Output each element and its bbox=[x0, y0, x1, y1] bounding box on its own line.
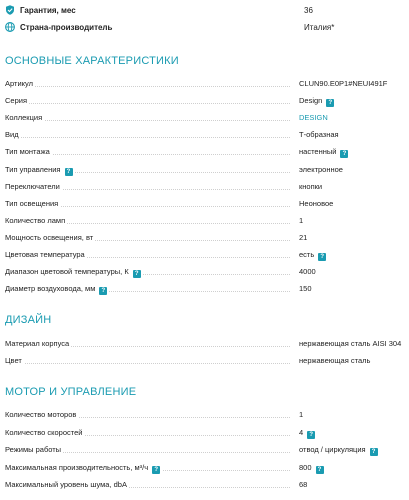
section-title-motor: МОТОР И УПРАВЛЕНИЕ bbox=[5, 386, 137, 398]
spec-row bbox=[5, 425, 405, 441]
spec-label-text: Коллекция bbox=[5, 113, 43, 123]
help-icon[interactable]: ? bbox=[340, 150, 348, 158]
spec-row bbox=[5, 110, 405, 126]
spec-label-text: Материал корпуса bbox=[5, 339, 70, 348]
spec-label bbox=[5, 233, 95, 242]
spec-value bbox=[299, 96, 334, 107]
country-row bbox=[5, 20, 405, 36]
spec-value bbox=[299, 216, 303, 225]
globe-icon bbox=[5, 22, 15, 32]
spec-value bbox=[299, 199, 333, 208]
spec-label bbox=[5, 182, 62, 191]
spec-row bbox=[5, 407, 405, 423]
section-title-main: ОСНОВНЫЕ ХАРАКТЕРИСТИКИ bbox=[5, 55, 179, 67]
spec-label-text: Максимальный уровень шума, dbA bbox=[5, 480, 127, 490]
spec-value bbox=[299, 79, 387, 88]
spec-label-text: Диаметр воздуховода, мм bbox=[5, 284, 96, 294]
spec-row bbox=[5, 179, 405, 195]
spec-value bbox=[299, 267, 316, 276]
spec-value-text: есть bbox=[299, 250, 315, 259]
spec-value-text: 1 bbox=[299, 410, 304, 419]
spec-value bbox=[299, 165, 343, 174]
warranty-row bbox=[5, 3, 405, 19]
spec-label bbox=[5, 165, 75, 176]
spec-value-text: DESIGN bbox=[299, 113, 328, 123]
spec-row bbox=[5, 196, 405, 212]
spec-value bbox=[299, 428, 315, 439]
spec-value bbox=[299, 356, 370, 365]
spec-value bbox=[299, 147, 348, 158]
spec-value-text: нержавеющая сталь bbox=[299, 356, 371, 365]
spec-row bbox=[5, 264, 405, 280]
spec-label bbox=[5, 79, 35, 88]
spec-value-text: кнопки bbox=[299, 181, 323, 191]
spec-row bbox=[5, 460, 405, 476]
spec-value bbox=[299, 182, 322, 191]
spec-value bbox=[299, 250, 326, 261]
spec-row bbox=[5, 76, 405, 92]
spec-label bbox=[5, 216, 67, 225]
spec-label bbox=[5, 130, 21, 139]
spec-value bbox=[299, 445, 378, 456]
spec-value-text: 150 bbox=[299, 284, 312, 294]
spec-value-text: 1 bbox=[299, 215, 304, 225]
spec-label-text: Тип освещения bbox=[5, 198, 59, 208]
spec-value-text: настенный bbox=[299, 147, 337, 157]
help-icon[interactable]: ? bbox=[326, 99, 334, 107]
spec-row bbox=[5, 127, 405, 143]
spec-value bbox=[299, 130, 339, 139]
spec-row bbox=[5, 336, 405, 352]
spec-label bbox=[5, 96, 29, 105]
spec-label bbox=[5, 445, 63, 454]
spec-row bbox=[5, 477, 405, 493]
spec-label-text: Артикул bbox=[5, 79, 33, 88]
spec-value-text: электронное bbox=[299, 164, 343, 174]
spec-label-text: Вид bbox=[5, 130, 19, 140]
spec-label-text: Цвет bbox=[5, 356, 22, 365]
spec-label-text: Тип управления bbox=[5, 164, 61, 174]
help-icon[interactable]: ? bbox=[307, 431, 315, 439]
help-icon[interactable]: ? bbox=[65, 168, 73, 176]
spec-row bbox=[5, 442, 405, 458]
spec-label-text: Мощность освещения, вт bbox=[5, 232, 94, 242]
spec-value bbox=[299, 463, 324, 474]
dotted-leader bbox=[5, 86, 290, 87]
spec-label bbox=[5, 356, 24, 365]
spec-label-text: Тип монтажа bbox=[5, 147, 50, 157]
spec-value-text: 800 bbox=[299, 462, 312, 472]
spec-row bbox=[5, 281, 405, 297]
spec-value-text: нержавеющая сталь AISI 304 bbox=[299, 339, 402, 348]
spec-label-text: Переключатели bbox=[5, 181, 60, 191]
dotted-leader bbox=[5, 137, 290, 138]
spec-label bbox=[5, 428, 84, 437]
spec-value bbox=[299, 233, 307, 242]
spec-label-text: Серия bbox=[5, 96, 28, 106]
section-title-design: ДИЗАЙН bbox=[5, 314, 52, 326]
spec-label bbox=[5, 199, 60, 208]
help-icon[interactable]: ? bbox=[152, 466, 160, 474]
spec-label-text: Диапазон цветовой температуры, К bbox=[5, 267, 129, 277]
spec-label-text: Количество скоростей bbox=[5, 427, 83, 437]
spec-value-text: 4 bbox=[299, 427, 304, 437]
warranty-value: 36 bbox=[304, 6, 313, 15]
help-icon[interactable]: ? bbox=[318, 253, 326, 261]
spec-value bbox=[299, 480, 307, 489]
help-icon[interactable]: ? bbox=[370, 448, 378, 456]
warranty-label: Гарантия, мес bbox=[20, 6, 76, 15]
spec-value-text: Неоновое bbox=[299, 198, 334, 208]
spec-label bbox=[5, 480, 129, 489]
spec-row bbox=[5, 213, 405, 229]
spec-label bbox=[5, 410, 78, 419]
spec-value-link[interactable] bbox=[299, 113, 328, 122]
spec-label-text: Количество ламп bbox=[5, 215, 66, 225]
country-label: Страна-производитель bbox=[20, 23, 113, 32]
spec-value-text: 21 bbox=[299, 232, 308, 242]
spec-label bbox=[5, 463, 162, 474]
spec-label bbox=[5, 339, 71, 348]
spec-row bbox=[5, 353, 405, 369]
dotted-leader bbox=[5, 103, 290, 104]
spec-label-text: Количество моторов bbox=[5, 410, 77, 419]
spec-value bbox=[299, 339, 401, 348]
spec-row bbox=[5, 93, 405, 109]
dotted-leader bbox=[5, 363, 290, 364]
spec-label bbox=[5, 147, 52, 156]
spec-value-text: 4000 bbox=[299, 267, 316, 277]
help-icon[interactable]: ? bbox=[133, 270, 141, 278]
spec-label-text: Цветовая температура bbox=[5, 250, 85, 259]
spec-label bbox=[5, 267, 143, 278]
spec-label-text: Максимальная производительность, м³/ч bbox=[5, 462, 149, 472]
spec-row bbox=[5, 230, 405, 246]
spec-value bbox=[299, 284, 312, 293]
spec-row bbox=[5, 162, 405, 178]
spec-value-text: Т-образная bbox=[299, 130, 339, 140]
spec-value bbox=[299, 410, 303, 419]
help-icon[interactable]: ? bbox=[99, 287, 107, 295]
spec-value-text: Design bbox=[299, 96, 323, 106]
spec-label bbox=[5, 284, 109, 295]
spec-row bbox=[5, 144, 405, 160]
spec-label bbox=[5, 250, 87, 259]
dotted-leader bbox=[5, 120, 290, 121]
shield-check-icon bbox=[5, 5, 15, 15]
spec-value-text: 68 bbox=[299, 480, 308, 490]
country-value: Италия* bbox=[304, 23, 335, 32]
spec-value-text: CLUN90.E0P1#NEUI491F bbox=[299, 79, 388, 88]
help-icon[interactable]: ? bbox=[316, 466, 324, 474]
spec-label-text: Режимы работы bbox=[5, 445, 62, 455]
spec-value-text: отвод / циркуляция bbox=[299, 445, 366, 455]
spec-row bbox=[5, 247, 405, 263]
spec-label bbox=[5, 113, 44, 122]
